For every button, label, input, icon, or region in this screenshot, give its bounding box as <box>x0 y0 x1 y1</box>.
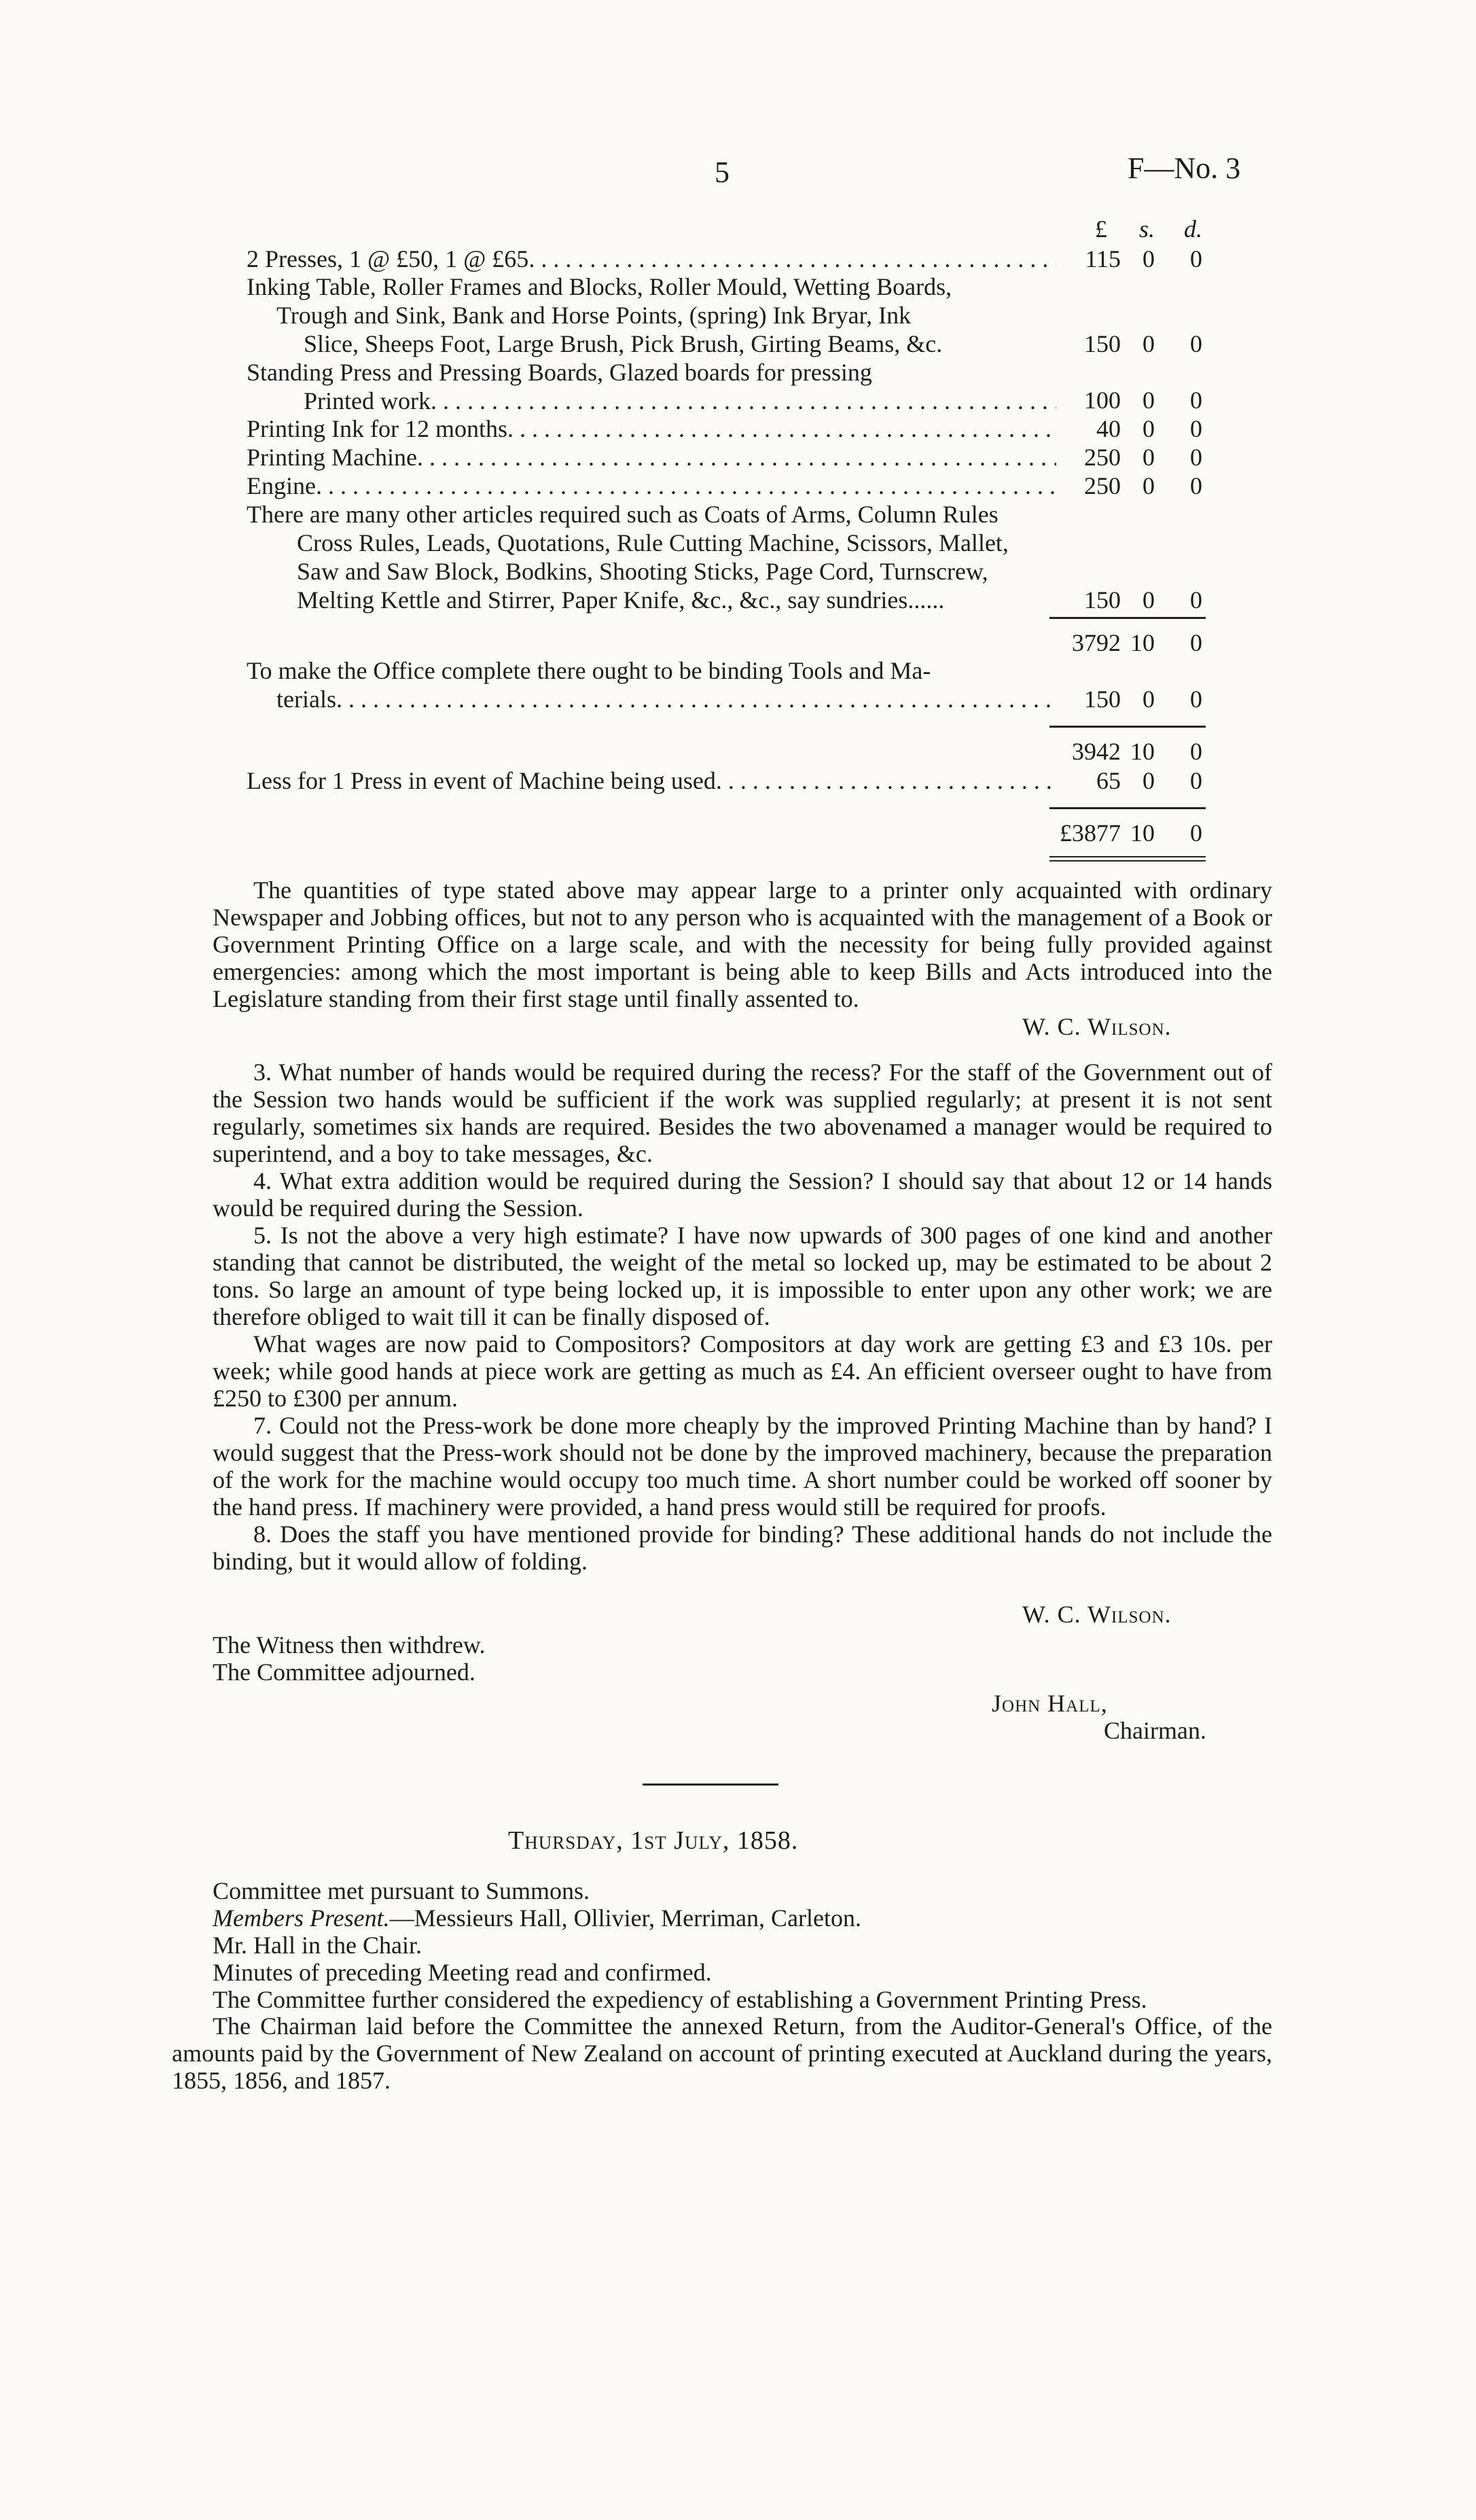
item-description: Cross Rules, Leads, Quotations, Rule Cutting Machine, Scissors, Mallet, <box>297 529 1009 556</box>
return-text: The Chairman laid before the Committee the annexed Return, from the Auditor-General's Office, of the amounts paid by the Government of New Zealand on account of printing executed at Auckland during the years, 1855, 1856, and 1857. <box>172 2012 1272 2094</box>
estimate-item <box>247 414 1056 443</box>
members-label: Members Present. <box>213 1904 390 1932</box>
item-pence: 0 <box>1190 415 1202 442</box>
page-number: 5 <box>715 156 730 189</box>
item-pence: 0 <box>1190 387 1202 414</box>
item-description: Less for 1 Press in event of Machine being used <box>247 767 716 794</box>
question-paragraph: 5. Is not the above a very high estimate? I have now upwards of 300 pages of one kind and another standing that cannot be distributed, the weight of the metal so locked up, may be estimated to be about 2 tons. So large an amount of type being locked up, it is impossible to enter upon any other work; we are therefore obliged to wait till it can be finally disposed of. <box>213 1222 1272 1330</box>
witness-withdrew: The Witness then withdrew. <box>213 1631 486 1658</box>
minutes-members <box>213 1904 861 1932</box>
committee-adjourned: The Committee adjourned. <box>213 1658 475 1686</box>
question-paragraph: 8. Does the staff you have mentioned provide for binding? These additional hands do not include the binding, but it would allow of folding. <box>213 1521 1272 1575</box>
less-item <box>247 766 1056 795</box>
item-pounds: 150 <box>1084 586 1121 614</box>
less-shillings: 0 <box>1142 767 1155 794</box>
item-description: Printing Machine <box>247 444 417 471</box>
item-pence: 0 <box>1190 586 1202 614</box>
item-shillings: 0 <box>1142 586 1155 614</box>
note-text: The quantities of type stated above may appear large to a printer only acquainted with ordinary Newspaper and Jobbing offices, but not to any person who is acquainted with the management of a Book or Government Printing Office on a large scale, and with the necessity for being fully provided against emergencies: among which the most important is being able to keep Bills and Acts introduced into the Legislature standing from their first stage until finally assented to. <box>213 876 1272 1012</box>
section-divider <box>643 1783 778 1786</box>
item-pounds: 100 <box>1084 387 1121 414</box>
total-pence: 0 <box>1190 819 1202 847</box>
minutes-considered: The Committee further considered the expediency of establishing a Government Printing Press. <box>213 1986 1147 2013</box>
total-shillings: 10 <box>1130 819 1155 847</box>
item-pence: 0 <box>1190 472 1202 499</box>
subtotal-shillings: 10 <box>1130 629 1155 656</box>
meeting-date: Thursday, 1st July, 1858. <box>508 1826 799 1855</box>
item-description: 2 Presses, 1 @ £50, 1 @ £65 <box>247 245 529 272</box>
item-description: Saw and Saw Block, Bodkins, Shooting Sticks, Page Cord, Turnscrew, <box>297 558 988 585</box>
item-shillings: 0 <box>1142 387 1155 414</box>
item-description: Printing Ink for 12 months <box>247 415 507 442</box>
subtotal-pence: 0 <box>1190 629 1202 656</box>
item-description: Inking Table, Roller Frames and Blocks, Roller Mould, Wetting Boards, <box>247 273 952 300</box>
pence-heading: d. <box>1184 215 1202 243</box>
item-pounds: 250 <box>1084 472 1121 499</box>
item-pounds: 150 <box>1084 330 1121 357</box>
sum-rule <box>1049 726 1206 728</box>
question-paragraph: 4. What extra addition would be required during the Session? I should say that about 12 or 14 hands would be required during the Session. <box>213 1167 1272 1222</box>
estimate-item <box>247 358 1056 415</box>
minutes-return <box>172 2012 1272 2094</box>
binding-pounds: 150 <box>1084 686 1121 713</box>
item-shillings: 0 <box>1142 245 1155 272</box>
less-pence: 0 <box>1190 767 1202 794</box>
question-paragraph: 3. What number of hands would be required during the recess? For the staff of the Government out of the Session two hands would be sufficient if the work was supplied regularly; at present it is not sent regularly, sometimes six hands are required. Besides the two abovenamed a manager would be required to superintend, and a boy to take messages, &c. <box>213 1059 1272 1167</box>
less-pounds: 65 <box>1096 767 1121 794</box>
total-pounds: £3877 <box>1060 819 1121 847</box>
binding-pence: 0 <box>1190 686 1202 713</box>
minutes-chair: Mr. Hall in the Chair. <box>213 1932 422 1959</box>
item-pence: 0 <box>1190 330 1202 357</box>
chairman-name: John Hall, <box>992 1690 1108 1717</box>
chairman-title: Chairman. <box>1104 1717 1206 1744</box>
estimate-item <box>247 245 1056 273</box>
double-rule-top <box>1049 856 1206 857</box>
double-rule-bottom <box>1049 860 1206 862</box>
questions-block <box>213 1059 1272 1575</box>
subtotal-pounds: 3792 <box>1072 629 1121 656</box>
subtotal-pence: 0 <box>1190 738 1202 765</box>
item-description: Slice, Sheeps Foot, Large Brush, Pick Brush, Girting Beams, &c. <box>304 330 943 357</box>
item-pounds: 250 <box>1084 444 1121 471</box>
item-pence: 0 <box>1190 444 1202 471</box>
item-description: Engine <box>247 472 316 499</box>
item-description: Standing Press and Pressing Boards, Glazed boards for pressing <box>247 359 872 386</box>
item-pounds: 40 <box>1096 415 1121 442</box>
estimate-item <box>247 500 1056 614</box>
subtotal-pounds: 3942 <box>1072 738 1121 765</box>
pounds-heading: £ <box>1095 215 1107 243</box>
item-description: Trough and Sink, Bank and Horse Points, (spring) Ink Bryar, Ink <box>276 302 912 329</box>
sum-rule <box>1049 617 1206 619</box>
item-pounds: 115 <box>1085 245 1121 272</box>
item-description: Melting Kettle and Stirrer, Paper Knife, &c., &c., say sundries...... <box>297 586 945 614</box>
question-paragraph: 7. Could not the Press-work be done more cheaply by the improved Printing Machine than by hand? I would suggest that the Press-work should not be done by the improved machinery, because the preparation of the work for the machine would occupy too much time. A short number could be worked off sooner by the hand press. If machinery were provided, a hand press would still be required for proofs. <box>213 1412 1272 1521</box>
note-paragraph <box>213 876 1272 1012</box>
binding-item <box>247 656 1056 713</box>
estimate-item <box>247 472 1056 500</box>
estimate-item <box>247 443 1056 472</box>
members-list: —Messieurs Hall, Ollivier, Merriman, Carleton. <box>389 1904 862 1932</box>
item-description: terials <box>276 686 336 713</box>
item-pence: 0 <box>1190 245 1202 272</box>
item-shillings: 0 <box>1142 444 1155 471</box>
signature: W. C. Wilson. <box>1022 1601 1172 1628</box>
minutes-confirmed: Minutes of preceding Meeting read and confirmed. <box>213 1959 712 1986</box>
item-description: There are many other articles required such as Coats of Arms, Column Rules <box>247 501 998 528</box>
shillings-heading: s. <box>1138 215 1155 243</box>
item-description: To make the Office complete there ought to be binding Tools and Ma- <box>247 657 931 684</box>
item-description: Printed work <box>304 387 431 414</box>
question-paragraph: What wages are now paid to Compositors? Compositors at day work are getting £3 and £3 10s. per week; while good hands at piece work are getting as much as £4. An efficient overseer ought to have from £250 to £300 per annum. <box>213 1330 1272 1412</box>
item-shillings: 0 <box>1142 330 1155 357</box>
item-shillings: 0 <box>1142 415 1155 442</box>
sum-rule <box>1049 807 1206 809</box>
item-shillings: 0 <box>1142 472 1155 499</box>
minutes-met: Committee met pursuant to Summons. <box>213 1877 590 1904</box>
signature: W. C. Wilson. <box>1022 1013 1172 1040</box>
estimate-item <box>247 272 1056 358</box>
binding-shillings: 0 <box>1142 686 1155 713</box>
subtotal-shillings: 10 <box>1130 738 1155 765</box>
section-reference: F—No. 3 <box>1128 152 1241 185</box>
